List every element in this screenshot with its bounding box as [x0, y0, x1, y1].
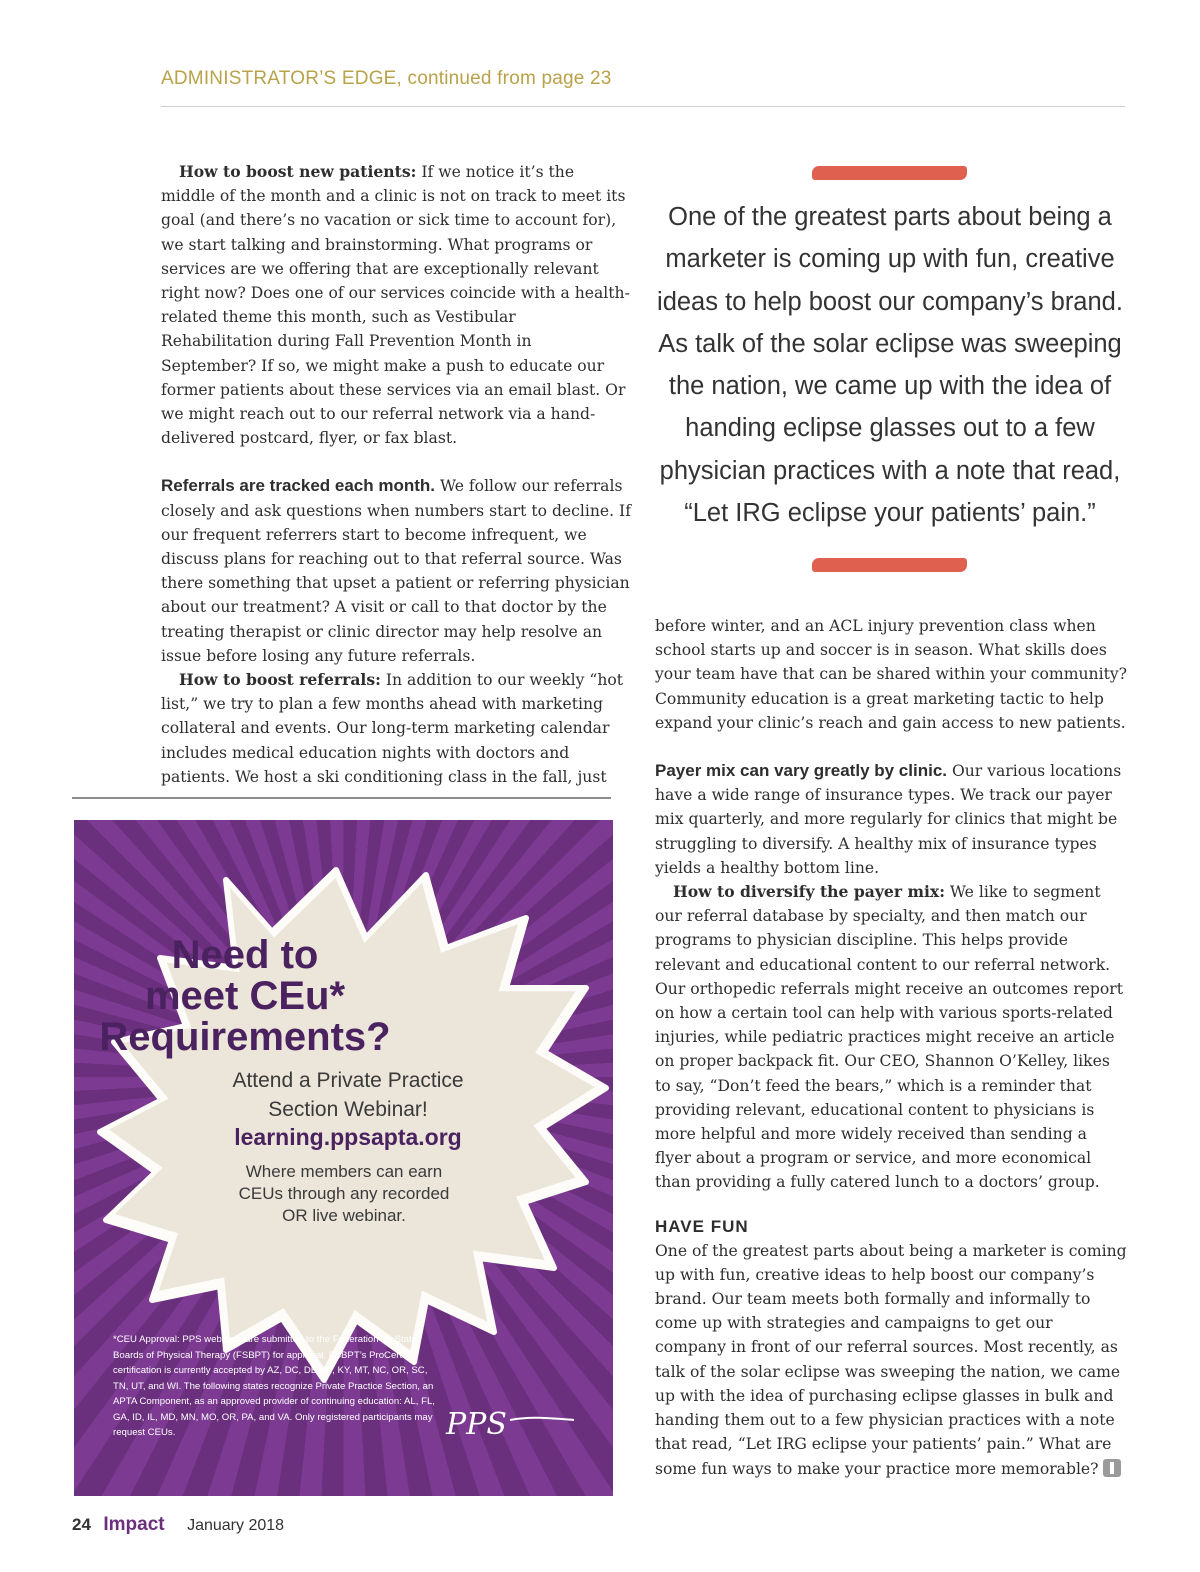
ad-subheading-line: Section Webinar!	[268, 1098, 428, 1121]
page-number: 24	[72, 1515, 91, 1534]
lead-in: How to boost new patients:	[179, 162, 417, 181]
pps-logo-text: PPS	[446, 1407, 507, 1442]
header-divider	[161, 106, 1125, 107]
ad-headline-line: meet CEu*	[144, 974, 346, 1018]
end-mark-icon	[1103, 1459, 1121, 1477]
ad-description-line: OR live webinar.	[282, 1206, 406, 1225]
paragraph-referrals-tracked	[161, 474, 631, 668]
paragraph-new-patients	[161, 160, 631, 450]
lead-in: Payer mix can vary greatly by clinic.	[655, 761, 947, 781]
lead-in: How to diversify the payer mix:	[673, 882, 945, 902]
paragraph-continued: before winter, and an ACL injury prevention class when school starts up and soccer is in season. What skills does your team have that can be shared within your community? Community education is a great marketing tactic to help expand your clinic’s reach and gain access to new patients.	[655, 617, 1128, 732]
paragraph-diversify	[655, 880, 1127, 1195]
issue-date: January 2018	[187, 1517, 285, 1534]
paragraph-text: We follow our referrals closely and ask questions when numbers start to decline. If our frequent referrers start to become infrequent, we discuss plans for reaching out to that referral source. Was there something that upset a patient or referring physician about our treatment? A visit or call to that doctor by the treating therapist or clinic director may help resolve an issue before losing any future referrals.	[161, 477, 631, 665]
ad-fine-print: *CEU Approval: PPS webinars are submitted to the Federation on State Boards of Physical Therapy (FSBPT) for approval. FSBPT’s ProCert certification is currently accepted by AZ, DC, DE, IN, KY, MT, NC, OR, SC, TN, UT, and WI. The following states recognize Private Practice Section, an APTA Component, as an approved provider of continuing education: AL, FL, GA, ID, IL, MD, MN, MO, OR, PA, and VA. Only registered participants may request CEUs.	[113, 1334, 435, 1438]
paragraph-text: One of the greatest parts about being a marketer is coming up with fun, creative ideas to help boost our company’s brand. Our team meets both formally and informally to come up with strategies and campaigns to get our company in front of our referral sources. Most recently, as talk of the solar eclipse was sweeping the nation, we came up with the idea of purchasing eclipse glasses in bulk and handing them out to a few physician practices with a note that read, “Let IRG eclipse your patients’ pain.” What are some fun ways to make your practice more memorable?	[655, 1241, 1127, 1478]
ad-url-link[interactable]: learning.ppsapta.org	[234, 1124, 462, 1150]
magazine-name: Impact	[103, 1514, 165, 1535]
paragraph-text: If we notice it’s the middle of the month and a clinic is not on track to meet its goal (and there’s no vacation or sick time to account for), we start talking and brainstorming. What programs or services are we offering that are exceptionally relevant right now? Does one of our services coincide with a health-related theme this month, such as Vestibular Rehabilitation during Fall Prevention Month in September? If so, we might make a push to educate our former patients about these services via an email blast. Or we might reach out to our referral network via a hand-delivered postcard, flyer, or fax blast.	[161, 163, 630, 448]
running-head: ADMINISTRATOR’S EDGE, continued from page 23	[161, 68, 612, 89]
lead-in: How to boost referrals:	[179, 670, 381, 690]
ad-headline-line: Need to	[171, 933, 319, 977]
right-column	[655, 614, 1127, 1481]
paragraph-text: In addition to our weekly “hot list,” we try to plan a few months ahead with marketing collateral and events. Our long-term marketing calendar includes medical education nights with doctors and patients. We host a ski conditioning class in the fall, just	[161, 671, 624, 786]
ad-subheading-line: Attend a Private Practice	[232, 1069, 464, 1092]
ad-headline	[99, 933, 391, 1059]
pull-quote-bottom-stroke	[812, 558, 967, 572]
paragraph-text: We like to segment our referral database by specialty, and then match our programs to physician discipline. This helps provide relevant and educational content to our referral network. Our orthopedic referrals might receive an outcomes report on how a certain tool can help with various sports-related injuries, while pediatric practices might receive an article on proper backpack fit. Our CEO, Shannon O’Kelley, likes to say, “Don’t feed the bears,” which is a reminder that providing relevant, educational content to physicians is more helpful and more widely received than sending a flyer about a program or service, and more economical than providing a fully catered lunch to a doctors’ group.	[655, 883, 1123, 1192]
pull-quote-top-stroke	[812, 166, 967, 180]
lead-in: Referrals are tracked each month.	[161, 476, 436, 496]
section-heading: HAVE FUN	[655, 1216, 749, 1236]
ad-subheading	[178, 1066, 518, 1124]
paragraph-payer-mix	[655, 759, 1127, 880]
paragraph-have-fun	[655, 1239, 1127, 1481]
page-footer	[72, 1514, 284, 1536]
ad-headline-line: Requirements?	[99, 1015, 391, 1059]
pull-quote: One of the greatest parts about being a marketer is coming up with fun, creative ideas to help boost our company’s brand. As talk of the solar eclipse was sweeping the nation, we came up with the idea of handing eclipse glasses out to a few physician practices with a note that read, “Let IRG eclipse your patients’ pain.”	[657, 203, 1123, 528]
paragraph-boost-referrals	[161, 668, 631, 789]
ad-description	[194, 1161, 494, 1227]
ad-description-line: Where members can earn	[245, 1162, 443, 1181]
left-column	[161, 160, 631, 789]
pps-logo	[440, 1398, 580, 1446]
paragraph-text: Our various locations have a wide range of insurance types. We track our payer mix quarterly, and more regularly for clinics that might be struggling to diversify. A healthy mix of insurance types yields a healthy bottom line.	[655, 762, 1122, 877]
ad-divider	[72, 797, 611, 799]
ad-description-line: CEUs through any recorded	[238, 1184, 450, 1203]
